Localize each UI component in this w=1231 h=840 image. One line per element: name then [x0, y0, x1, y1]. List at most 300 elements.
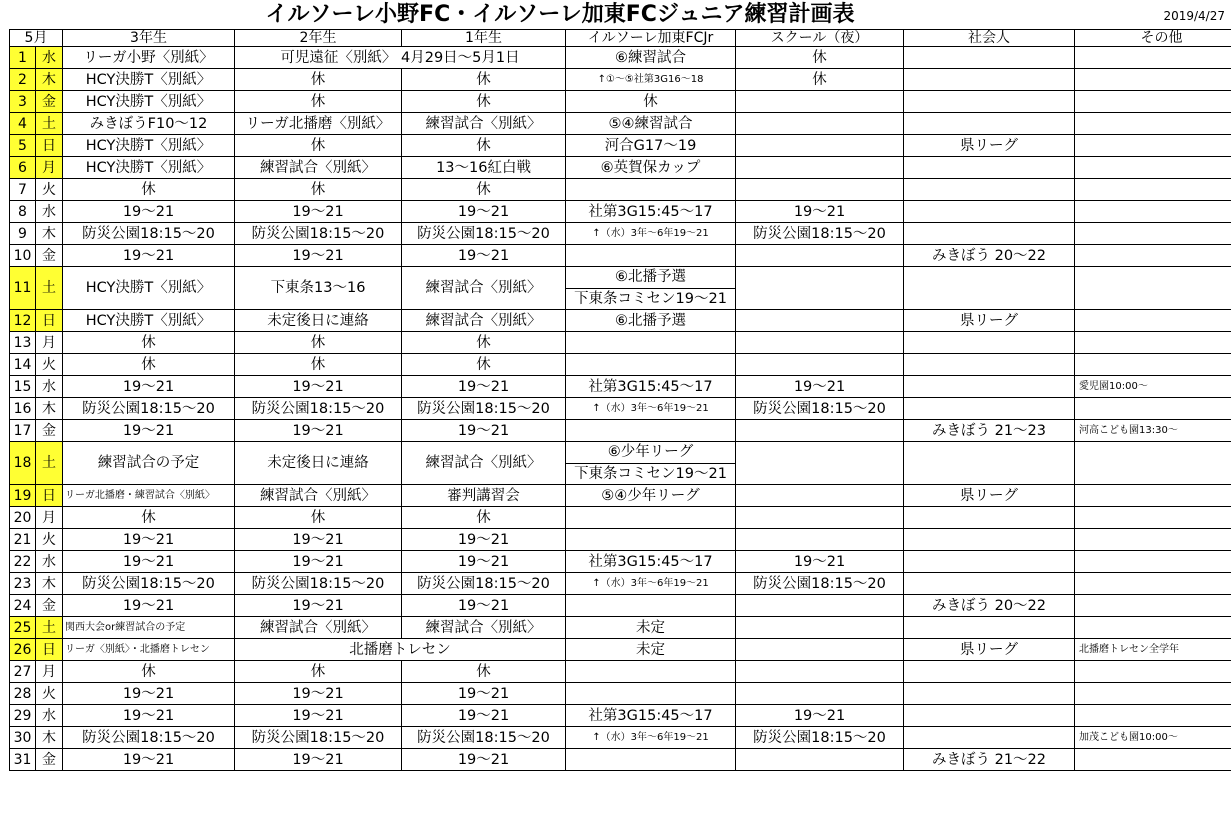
grade3-cell: HCY決勝T〈別紙〉: [63, 135, 235, 157]
kato-jr-cell: [566, 507, 736, 529]
other-cell: [1075, 683, 1231, 705]
grade1-cell: 19～21: [402, 705, 566, 727]
grade1-cell: 防災公園18:15～20: [402, 223, 566, 245]
grade3-cell: HCY決勝T〈別紙〉: [63, 69, 235, 91]
kato-jr-event: ⑥少年リーグ: [566, 442, 735, 464]
grade1-cell: 19～21: [402, 201, 566, 223]
grade1-cell: 防災公園18:15～20: [402, 398, 566, 420]
school-cell: [736, 442, 904, 485]
kato-jr-cell: [566, 683, 736, 705]
adult-cell: [904, 47, 1075, 69]
weekday-cell: 日: [36, 639, 63, 661]
kato-jr-cell: 社第3G15:45～17: [566, 376, 736, 398]
adult-cell: [904, 376, 1075, 398]
day-cell: 8: [10, 201, 36, 223]
grade2-cell: 19～21: [235, 683, 402, 705]
day-cell: 7: [10, 179, 36, 201]
weekday-cell: 金: [36, 245, 63, 267]
grade3-cell: 関西大会or練習試合の予定: [63, 617, 235, 639]
grade2-cell: 防災公園18:15～20: [235, 398, 402, 420]
table-row: [10, 398, 1231, 420]
school-cell: [736, 595, 904, 617]
table-row: [10, 595, 1231, 617]
grade1-cell: 19～21: [402, 245, 566, 267]
table-row: [10, 376, 1231, 398]
grade3-cell: リーガ北播磨・練習試合〈別紙〉: [63, 485, 235, 507]
adult-cell: [904, 157, 1075, 179]
table-row: [10, 529, 1231, 551]
weekday-cell: 火: [36, 683, 63, 705]
adult-cell: 県リーグ: [904, 310, 1075, 332]
grade1-cell: 休: [402, 69, 566, 91]
grade1-cell: 練習試合〈別紙〉: [402, 267, 566, 310]
table-row: [10, 310, 1231, 332]
header-month: 5月: [10, 30, 63, 47]
table-row: [10, 113, 1231, 135]
kato-jr-cell: ⑥練習試合: [566, 47, 736, 69]
grade2-cell: 19～21: [235, 551, 402, 573]
adult-cell: 県リーグ: [904, 639, 1075, 661]
other-cell: [1075, 179, 1231, 201]
adult-cell: みきぼう 21～23: [904, 420, 1075, 442]
school-cell: [736, 157, 904, 179]
school-cell: [736, 683, 904, 705]
other-cell: [1075, 47, 1231, 69]
kato-jr-cell: [566, 661, 736, 683]
school-cell: [736, 135, 904, 157]
grade1-cell: 防災公園18:15～20: [402, 573, 566, 595]
other-cell: [1075, 595, 1231, 617]
table-row: [10, 727, 1231, 749]
school-cell: [736, 639, 904, 661]
header-other: その他: [1075, 30, 1231, 47]
table-row: [10, 639, 1231, 661]
day-cell: 12: [10, 310, 36, 332]
header-grade3: 3年生: [63, 30, 235, 47]
grade3-cell: 休: [63, 507, 235, 529]
document-date: 2019/4/27: [1163, 9, 1225, 23]
kato-jr-practice: 下東条コミセン19～21: [574, 291, 727, 307]
table-row: [10, 485, 1231, 507]
weekday-cell: 火: [36, 354, 63, 376]
kato-jr-cell: ↑（水）3年～6年19～21: [566, 727, 736, 749]
grade1-cell: 19～21: [402, 420, 566, 442]
header-adult: 社会人: [904, 30, 1075, 47]
day-cell: 1: [10, 47, 36, 69]
grade1-cell: 休: [402, 332, 566, 354]
adult-cell: [904, 113, 1075, 135]
weekday-cell: 木: [36, 223, 63, 245]
adult-cell: [904, 267, 1075, 310]
adult-cell: [904, 69, 1075, 91]
other-cell: [1075, 201, 1231, 223]
adult-cell: [904, 551, 1075, 573]
day-cell: 5: [10, 135, 36, 157]
other-cell: [1075, 354, 1231, 376]
other-cell: 北播磨トレセン全学年: [1075, 639, 1231, 661]
day-cell: 30: [10, 727, 36, 749]
other-cell: 愛児園10:00～: [1075, 376, 1231, 398]
grade2-cell: 練習試合〈別紙〉: [235, 485, 402, 507]
school-cell: [736, 420, 904, 442]
other-cell: [1075, 507, 1231, 529]
weekday-cell: 月: [36, 507, 63, 529]
other-cell: [1075, 91, 1231, 113]
other-cell: [1075, 661, 1231, 683]
weekday-cell: 月: [36, 332, 63, 354]
school-cell: [736, 267, 904, 310]
kato-jr-cell: [566, 420, 736, 442]
adult-cell: [904, 617, 1075, 639]
grade3-cell: 防災公園18:15～20: [63, 398, 235, 420]
adult-cell: [904, 223, 1075, 245]
weekday-cell: 土: [36, 617, 63, 639]
table-row: [10, 420, 1231, 442]
school-cell: 休: [736, 69, 904, 91]
table-row: [10, 91, 1231, 113]
school-cell: [736, 749, 904, 771]
weekday-cell: 木: [36, 727, 63, 749]
school-cell: [736, 354, 904, 376]
adult-cell: [904, 398, 1075, 420]
table-row: [10, 69, 1231, 91]
school-cell: [736, 485, 904, 507]
grade3-cell: 練習試合の予定: [63, 442, 235, 485]
day-cell: 13: [10, 332, 36, 354]
school-cell: 19～21: [736, 201, 904, 223]
grade1-cell: 練習試合〈別紙〉: [402, 617, 566, 639]
other-cell: [1075, 529, 1231, 551]
adult-cell: みきぼう 21～22: [904, 749, 1075, 771]
grade2-cell: 19～21: [235, 529, 402, 551]
schedule-table: [9, 29, 1231, 771]
day-cell: 22: [10, 551, 36, 573]
grade3-cell: 防災公園18:15～20: [63, 727, 235, 749]
adult-cell: [904, 573, 1075, 595]
weekday-cell: 日: [36, 310, 63, 332]
grade3-cell: 19～21: [63, 683, 235, 705]
other-cell: [1075, 573, 1231, 595]
grade3-cell: 19～21: [63, 705, 235, 727]
day-cell: 9: [10, 223, 36, 245]
table-row: [10, 267, 1231, 310]
day-cell: 3: [10, 91, 36, 113]
weekday-cell: 月: [36, 157, 63, 179]
header-grade2: 2年生: [235, 30, 402, 47]
kato-jr-cell: [566, 354, 736, 376]
table-row: [10, 223, 1231, 245]
table-row: [10, 354, 1231, 376]
grade2-cell: 防災公園18:15～20: [235, 223, 402, 245]
grade1-cell: 13～16紅白戦: [402, 157, 566, 179]
weekday-cell: 土: [36, 442, 63, 485]
table-row: [10, 442, 1231, 485]
other-cell: [1075, 398, 1231, 420]
weekday-cell: 金: [36, 749, 63, 771]
adult-cell: [904, 442, 1075, 485]
adult-cell: [904, 201, 1075, 223]
grade3-cell: 防災公園18:15～20: [63, 573, 235, 595]
other-cell: [1075, 485, 1231, 507]
day-cell: 29: [10, 705, 36, 727]
day-cell: 23: [10, 573, 36, 595]
kato-jr-cell: ↑（水）3年～6年19～21: [566, 573, 736, 595]
grade3-cell: 休: [63, 354, 235, 376]
grade2-cell: 19～21: [235, 376, 402, 398]
grade2-cell: 休: [235, 332, 402, 354]
other-cell: [1075, 113, 1231, 135]
table-row: [10, 661, 1231, 683]
day-cell: 27: [10, 661, 36, 683]
weekday-cell: 月: [36, 661, 63, 683]
grade3-cell: 19～21: [63, 420, 235, 442]
adult-cell: 県リーグ: [904, 485, 1075, 507]
grade3-cell: HCY決勝T〈別紙〉: [63, 267, 235, 310]
grade2-cell: 未定後日に連絡: [235, 310, 402, 332]
other-cell: [1075, 332, 1231, 354]
grade3-cell: みきぼうF10～12: [63, 113, 235, 135]
adult-cell: 県リーグ: [904, 135, 1075, 157]
school-cell: 防災公園18:15～20: [736, 223, 904, 245]
grade1-cell: 練習試合〈別紙〉: [402, 310, 566, 332]
table-row: [10, 179, 1231, 201]
kato-jr-cell: 休: [566, 91, 736, 113]
kato-jr-cell: 社第3G15:45～17: [566, 551, 736, 573]
weekday-cell: 水: [36, 376, 63, 398]
school-cell: [736, 91, 904, 113]
school-cell: 19～21: [736, 551, 904, 573]
day-cell: 31: [10, 749, 36, 771]
kato-jr-cell: [566, 179, 736, 201]
adult-cell: [904, 91, 1075, 113]
grade3-cell: 19～21: [63, 749, 235, 771]
weekday-cell: 金: [36, 420, 63, 442]
other-cell: [1075, 223, 1231, 245]
grade2-cell: 防災公園18:15～20: [235, 727, 402, 749]
grade2-cell: 防災公園18:15～20: [235, 573, 402, 595]
day-cell: 2: [10, 69, 36, 91]
grade2-cell: 休: [235, 661, 402, 683]
day-cell: 10: [10, 245, 36, 267]
page-title: イルソーレ小野FC・イルソーレ加東FCジュニア練習計画表: [265, 2, 855, 27]
grade3-cell: HCY決勝T〈別紙〉: [63, 91, 235, 113]
adult-cell: [904, 529, 1075, 551]
weekday-cell: 水: [36, 551, 63, 573]
day-cell: 14: [10, 354, 36, 376]
day-cell: 18: [10, 442, 36, 485]
grade1-cell: 休: [402, 179, 566, 201]
other-cell: [1075, 157, 1231, 179]
table-row: [10, 705, 1231, 727]
kato-jr-cell: ↑①～⑤社第3G16～18: [566, 69, 736, 91]
grade2-cell: 19～21: [235, 420, 402, 442]
grade1-cell: 休: [402, 135, 566, 157]
adult-cell: [904, 727, 1075, 749]
grade1-cell: 19～21: [402, 551, 566, 573]
grade1-cell: 休: [402, 354, 566, 376]
school-cell: [736, 179, 904, 201]
grade2-cell: 19～21: [235, 705, 402, 727]
other-cell: [1075, 551, 1231, 573]
school-cell: 19～21: [736, 705, 904, 727]
school-cell: [736, 310, 904, 332]
weekday-cell: 火: [36, 179, 63, 201]
kato-jr-cell: 未定: [566, 639, 736, 661]
grade1-cell: 審判講習会: [402, 485, 566, 507]
grade3-cell: 19～21: [63, 551, 235, 573]
kato-jr-cell: [566, 267, 736, 310]
kato-jr-cell: 社第3G15:45～17: [566, 705, 736, 727]
table-row: [10, 617, 1231, 639]
weekday-cell: 木: [36, 398, 63, 420]
school-cell: 休: [736, 47, 904, 69]
adult-cell: [904, 661, 1075, 683]
grade2-cell: 休: [235, 69, 402, 91]
grade3-cell: 19～21: [63, 595, 235, 617]
weekday-cell: 日: [36, 485, 63, 507]
other-cell: 河高こども園13:30～: [1075, 420, 1231, 442]
grade2-cell: 19～21: [235, 749, 402, 771]
other-cell: [1075, 617, 1231, 639]
kato-jr-cell: ⑥北播予選: [566, 310, 736, 332]
day-cell: 6: [10, 157, 36, 179]
grade3-cell: 19～21: [63, 201, 235, 223]
kato-jr-cell: ↑（水）3年～6年19～21: [566, 223, 736, 245]
grade2-cell: 未定後日に連絡: [235, 442, 402, 485]
table-row: [10, 47, 1231, 69]
day-cell: 19: [10, 485, 36, 507]
table-row: [10, 245, 1231, 267]
day-cell: 20: [10, 507, 36, 529]
grade1-cell: 防災公園18:15～20: [402, 727, 566, 749]
school-cell: [736, 332, 904, 354]
school-cell: [736, 245, 904, 267]
kato-jr-event: ⑥北播予選: [566, 267, 735, 289]
table-row: [10, 332, 1231, 354]
grade2-cell: 休: [235, 91, 402, 113]
header-row: [10, 30, 1231, 47]
kato-jr-cell: [566, 595, 736, 617]
day-cell: 15: [10, 376, 36, 398]
kato-jr-cell: ⑤④練習試合: [566, 113, 736, 135]
weekday-cell: 木: [36, 69, 63, 91]
grade3-cell: 休: [63, 661, 235, 683]
school-cell: 防災公園18:15～20: [736, 573, 904, 595]
grade3-cell: リーガ〈別紙〉・北播磨トレセン: [63, 639, 235, 661]
kato-jr-cell: [566, 245, 736, 267]
day-cell: 26: [10, 639, 36, 661]
kato-jr-cell: 未定: [566, 617, 736, 639]
grade2-cell: 休: [235, 135, 402, 157]
weekday-cell: 水: [36, 201, 63, 223]
grade2-cell: 下東条13～16: [235, 267, 402, 310]
grade3-cell: HCY決勝T〈別紙〉: [63, 157, 235, 179]
grade1-cell: 休: [402, 507, 566, 529]
other-cell: [1075, 69, 1231, 91]
weekday-cell: 金: [36, 595, 63, 617]
grade3-cell: 19～21: [63, 529, 235, 551]
grade2-cell: 練習試合〈別紙〉: [235, 617, 402, 639]
grade1-cell: 19～21: [402, 376, 566, 398]
table-row: [10, 683, 1231, 705]
header-kato-jr: イルソーレ加東FCJr: [566, 30, 736, 47]
grade1-cell: 19～21: [402, 683, 566, 705]
day-cell: 11: [10, 267, 36, 310]
weekday-cell: 火: [36, 529, 63, 551]
table-row: [10, 551, 1231, 573]
adult-cell: みきぼう 20～22: [904, 595, 1075, 617]
grade2-cell: 休: [235, 179, 402, 201]
grade2-1-cell: 可児遠征〈別紙〉 4月29日～5月1日: [235, 47, 566, 69]
other-cell: [1075, 442, 1231, 485]
adult-cell: [904, 683, 1075, 705]
header-school: スクール（夜）: [736, 30, 904, 47]
grade2-cell: 休: [235, 507, 402, 529]
day-cell: 25: [10, 617, 36, 639]
adult-cell: [904, 354, 1075, 376]
other-cell: [1075, 267, 1231, 310]
weekday-cell: 水: [36, 705, 63, 727]
other-cell: [1075, 245, 1231, 267]
school-cell: [736, 661, 904, 683]
weekday-cell: 土: [36, 113, 63, 135]
kato-jr-cell: 河合G17～19: [566, 135, 736, 157]
grade3-cell: HCY決勝T〈別紙〉: [63, 310, 235, 332]
grade3-cell: リーガ小野〈別紙〉: [63, 47, 235, 69]
table-row: [10, 749, 1231, 771]
kato-jr-cell: [566, 332, 736, 354]
kato-jr-practice: 下東条コミセン19～21: [574, 466, 727, 482]
kato-jr-cell: [566, 529, 736, 551]
day-cell: 4: [10, 113, 36, 135]
day-cell: 17: [10, 420, 36, 442]
weekday-cell: 水: [36, 47, 63, 69]
other-cell: [1075, 749, 1231, 771]
weekday-cell: 土: [36, 267, 63, 310]
adult-cell: [904, 332, 1075, 354]
grade1-cell: 休: [402, 661, 566, 683]
grade2-cell: リーガ北播磨〈別紙〉: [235, 113, 402, 135]
school-cell: 防災公園18:15～20: [736, 727, 904, 749]
schedule-body: [10, 47, 1231, 771]
school-cell: [736, 113, 904, 135]
grade1-cell: 19～21: [402, 529, 566, 551]
grade3-cell: 休: [63, 179, 235, 201]
other-cell: [1075, 705, 1231, 727]
school-cell: 防災公園18:15～20: [736, 398, 904, 420]
school-cell: [736, 529, 904, 551]
grade2-1-cell: 北播磨トレセン: [235, 639, 566, 661]
table-row: [10, 201, 1231, 223]
weekday-cell: 金: [36, 91, 63, 113]
grade1-cell: 練習試合〈別紙〉: [402, 442, 566, 485]
table-row: [10, 507, 1231, 529]
day-cell: 24: [10, 595, 36, 617]
kato-jr-cell: 社第3G15:45～17: [566, 201, 736, 223]
grade2-cell: 19～21: [235, 595, 402, 617]
table-row: [10, 573, 1231, 595]
table-row: [10, 135, 1231, 157]
other-cell: 加茂こども園10:00～: [1075, 727, 1231, 749]
weekday-cell: 日: [36, 135, 63, 157]
day-cell: 16: [10, 398, 36, 420]
kato-jr-cell: ⑤④少年リーグ: [566, 485, 736, 507]
grade1-cell: 練習試合〈別紙〉: [402, 113, 566, 135]
grade2-cell: 19～21: [235, 245, 402, 267]
day-cell: 28: [10, 683, 36, 705]
adult-cell: [904, 179, 1075, 201]
weekday-cell: 木: [36, 573, 63, 595]
